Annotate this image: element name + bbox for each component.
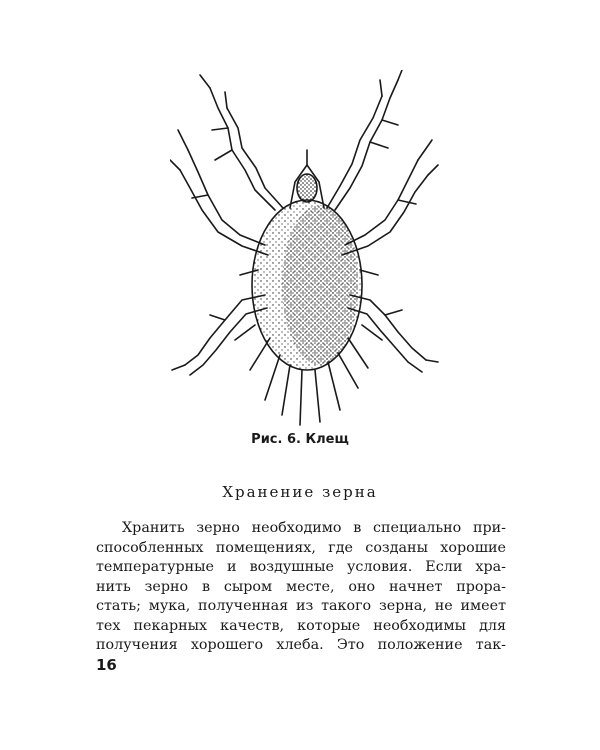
mite-illustration-icon [170, 70, 440, 430]
paragraph-line: получения хорошего хлеба. Это положение так- [96, 637, 506, 653]
paragraph-line: стать; мука, полученная из такого зерна, не имеет [96, 598, 506, 614]
paragraph-line: температурные и воздушные условия. Если хра- [96, 559, 506, 575]
mite-illustration [170, 70, 440, 430]
section-title: Хранение зерна [222, 483, 378, 501]
page-number: 16 [96, 656, 117, 674]
paragraph-line: нить зерно в сыром месте, оно начнет прора- [96, 578, 506, 595]
paragraph-line: Хранить зерно необходимо в специально при- [122, 520, 506, 536]
paragraph-line: тех пекарных качеств, которые необходимы для [96, 617, 506, 634]
paragraph-line: способленных помещениях, где созданы хорошие [96, 539, 506, 556]
figure-caption: Рис. 6. Клещ [251, 432, 349, 447]
body-paragraph [96, 519, 506, 656]
